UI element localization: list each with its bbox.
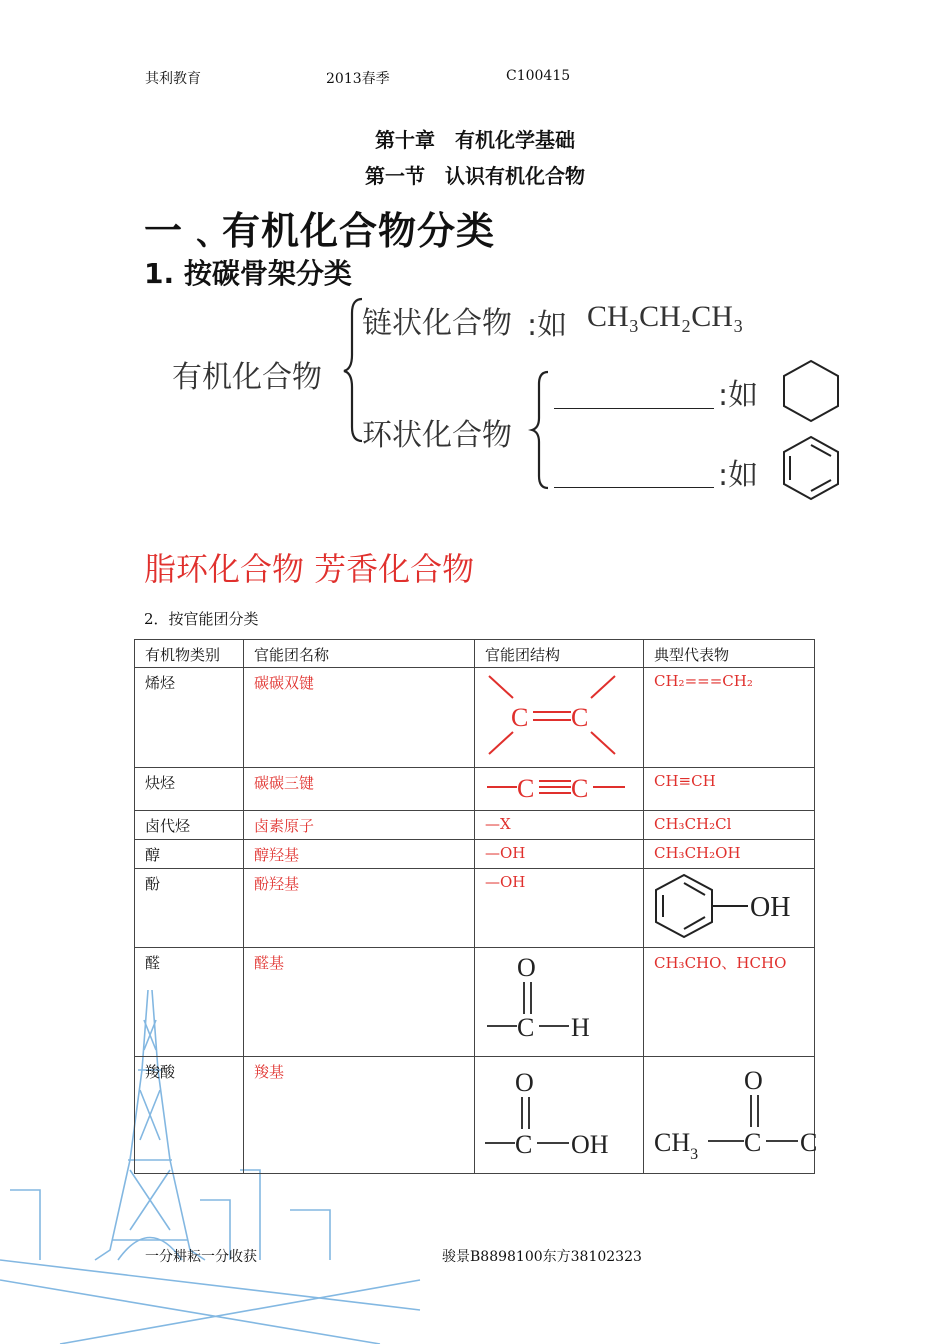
tree-chain: 链状化合物: [362, 306, 512, 341]
cell-category: 酚: [135, 869, 244, 948]
table-row: [135, 811, 815, 840]
cell-example: [644, 869, 815, 948]
cell-example: [644, 1057, 818, 1174]
column-header: 官能团结构: [475, 640, 644, 668]
blank-line-1: [554, 408, 714, 409]
blank-line-2: [554, 487, 714, 488]
svg-text:OH: OH: [750, 892, 791, 923]
svg-text:O: O: [517, 953, 536, 982]
svg-text:C: C: [571, 774, 589, 803]
svg-text:O: O: [744, 1066, 763, 1095]
functional-group-table: [134, 639, 818, 1174]
sub-heading-1: 1. 按碳骨架分类: [144, 257, 352, 290]
footer-contact: 骏景B8898100东方38102323: [442, 1249, 642, 1265]
acetic-acid-structure-icon: [644, 1057, 818, 1169]
cell-structure: —X: [475, 811, 644, 840]
cell-group: 碳碳三键: [244, 768, 475, 811]
svg-text:C: C: [800, 1128, 818, 1157]
sub-heading-2: 2．按官能团分类: [144, 610, 259, 628]
chain-example-prefix: :如: [527, 308, 568, 343]
column-header: 官能团名称: [244, 640, 475, 668]
footer-motto: 一分耕耘一分收获: [145, 1249, 257, 1265]
table-row: [135, 768, 815, 811]
brace-ring: [528, 368, 554, 492]
cell-group: 卤素原子: [244, 811, 475, 840]
cell-structure: —OH: [475, 869, 644, 948]
svg-text:C: C: [571, 703, 589, 732]
cell-group: 醇羟基: [244, 840, 475, 869]
cell-structure: —OH: [475, 840, 644, 869]
section-heading: 一﹑有机化合物分类: [144, 209, 496, 253]
cell-example: CH≡CH: [644, 768, 815, 811]
cell-category: 烯烃: [135, 668, 244, 768]
header-org: 其利教育: [145, 71, 201, 87]
cell-group: 碳碳双键: [244, 668, 475, 768]
svg-text:C: C: [517, 1013, 535, 1042]
benzene-icon: [778, 434, 844, 502]
carboxyl-group-structure-icon: [475, 1057, 635, 1169]
svg-text:O: O: [515, 1068, 534, 1097]
cell-category: 卤代烃: [135, 811, 244, 840]
cell-group: 羧基: [244, 1057, 475, 1174]
table-row: [135, 668, 815, 768]
svg-text:C: C: [515, 1130, 533, 1159]
phenol-structure-icon: [644, 869, 804, 943]
cell-structure: [475, 668, 644, 768]
column-header: 有机物类别: [135, 640, 244, 668]
tree-root: 有机化合物: [172, 360, 322, 395]
cell-example: CH₃CHO、HCHO: [644, 948, 815, 1057]
svg-text:H: H: [571, 1013, 590, 1042]
svg-text:C: C: [511, 703, 529, 732]
cell-example: CH₂===CH₂: [644, 668, 815, 768]
tree-ring: 环状化合物: [362, 418, 512, 453]
svg-text:CH3: $CH_3$: [654, 1128, 699, 1163]
aldehyde-group-structure-icon: [475, 948, 635, 1052]
cell-group: 酚羟基: [244, 869, 475, 948]
table-header-row: [135, 640, 815, 668]
header-term: 2013春季: [326, 71, 390, 87]
cell-structure: [475, 948, 644, 1057]
chapter-title: 第十章 有机化学基础: [375, 128, 575, 152]
cell-category: 炔烃: [135, 768, 244, 811]
cell-structure: [475, 1057, 644, 1174]
cell-example: CH₃CH₂Cl: [644, 811, 815, 840]
column-header: 典型代表物: [644, 640, 815, 668]
table-row: [135, 948, 815, 1057]
double-bond-structure-icon: [475, 668, 635, 763]
cell-category: 醇: [135, 840, 244, 869]
cell-category: 羧酸: [135, 1057, 244, 1174]
svg-text:OH: OH: [571, 1130, 609, 1159]
triple-bond-structure-icon: [475, 768, 635, 806]
section-title: 第一节 认识有机化合物: [365, 164, 585, 188]
cell-group: 醛基: [244, 948, 475, 1057]
table-row: [135, 840, 815, 869]
chain-example-formula: CH₃CH₂CH₃: [587, 300, 744, 333]
header-code: C100415: [506, 68, 571, 84]
blank-suffix-2: :如: [718, 458, 759, 493]
table-row: [135, 1057, 815, 1174]
table-row: [135, 869, 815, 948]
svg-text:C: C: [517, 774, 535, 803]
svg-text:C: C: [744, 1128, 762, 1157]
cell-category: 醛: [135, 948, 244, 1057]
cell-example: CH₃CH₂OH: [644, 840, 815, 869]
cell-structure: [475, 768, 644, 811]
answer-text: 脂环化合物 芳香化合物: [144, 550, 475, 588]
cyclohexane-icon: [778, 358, 844, 424]
blank-suffix-1: :如: [718, 378, 759, 413]
